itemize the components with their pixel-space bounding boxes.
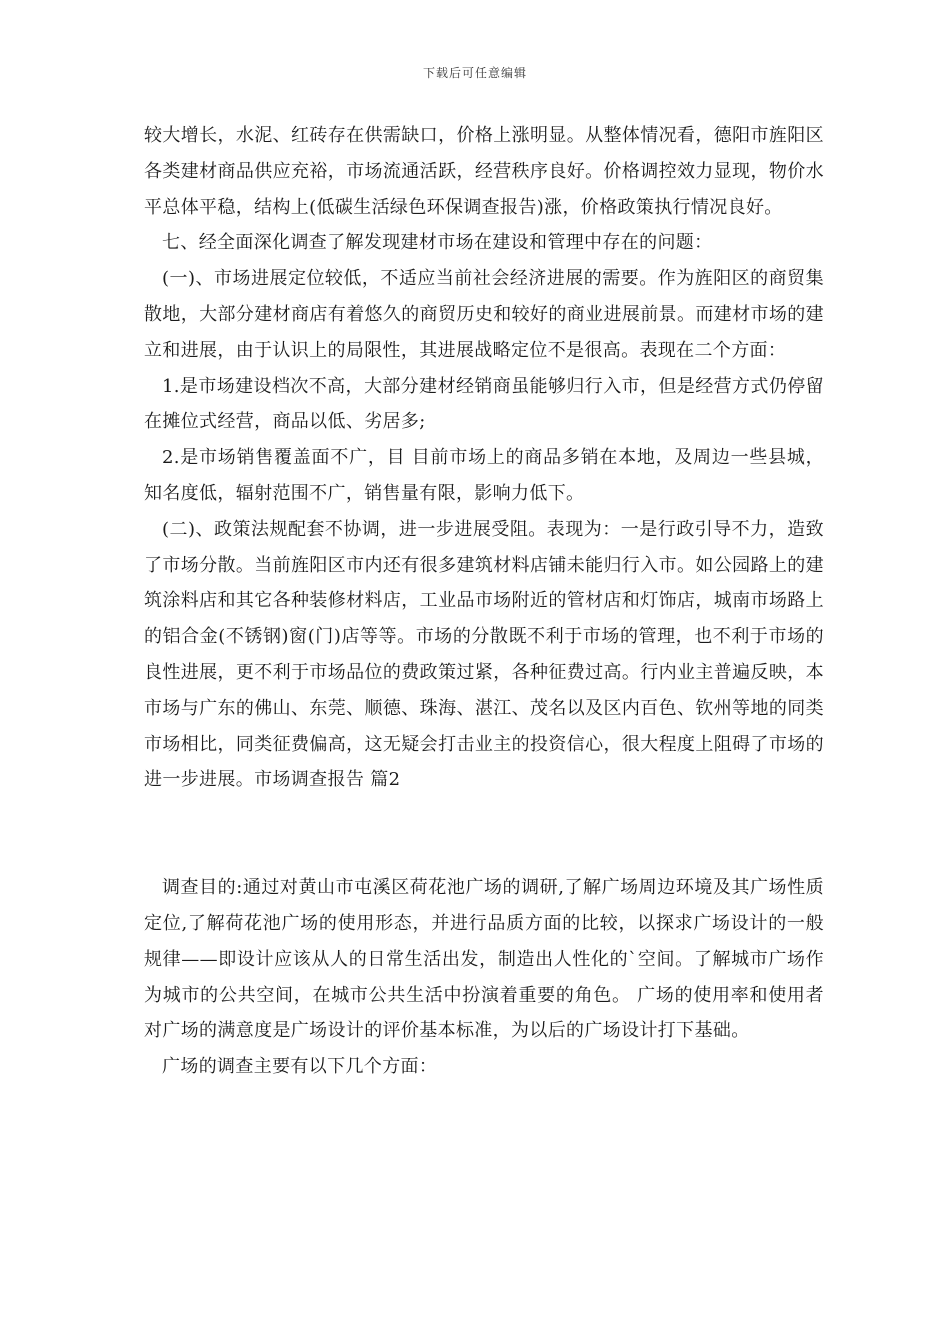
document-body	[144, 118, 824, 1085]
paragraph-supply-overview: 较大增长，水泥、红砖存在供需缺口，价格上涨明显。从整体情况看，德阳市旌阳区各类建材商品供应充裕，市场流通活跃，经营秩序良好。价格调控效力显现，物价水平总体平稳，结构上(低碳生活绿色环保调查报告)涨，价格政策执行情况良好。	[144, 125, 824, 218]
paragraph-point-2: 2.是市场销售覆盖面不广，目 目前市场上的商品多销在本地，及周边一些县城，知名度低，辐射范围不广，销售量有限，影响力低下。	[144, 447, 824, 504]
section-spacer	[144, 798, 824, 870]
paragraph-survey-aspects: 广场的调查主要有以下几个方面：	[162, 1056, 438, 1078]
paragraph-survey-purpose: 调查目的:通过对黄山市屯溪区荷花池广场的调研,了解广场周边环境及其广场性质定位,了解荷花池广场的使用形态，并进行品质方面的比较，以探求广场设计的一般规律——即设计应该从人的日常生活出发，制造出人性化的`空间。了解城市广场作为城市的公共空间，在城市公共生活中扮演着重要的角色。 广场的使用率和使用者对广场的满意度是广场设计的评价基本标准，为以后的广场设计打下基础。	[144, 877, 824, 1042]
page-header: 下载后可任意编辑	[422, 66, 527, 80]
paragraph-point-1: 1.是市场建设档次不高，大部分建材经销商虽能够归行入市，但是经营方式仍停留在摊位式经营，商品以低、劣居多;	[144, 375, 824, 433]
paragraph-positioning-issue: (一)、市场进展定位较低，不适应当前社会经济进展的需要。作为旌阳区的商贸集散地，大部分建材商店有着悠久的商贸历史和较好的商业进展前景。而建材市场的建立和进展，由于认识上的局限性，其进展战略定位不是很高。表现在二个方面：	[144, 268, 824, 361]
paragraph-policy-issue: (二)、政策法规配套不协调，进一步进展受阻。表现为：一是行政引导不力，造致了市场分散。当前旌阳区市内还有很多建筑材料店铺未能归行入市。如公园路上的建筑涂料店和其它各种装修材料店，工业品市场附近的管材店和灯饰店，城南市场路上的铝合金(不锈钢)窗(门)店等等。市场的分散既不利于市场的管理，也不利于市场的良性进展，更不利于市场品位的费政策过紧，各种征费过高。行内业主普遍反映，本市场与广东的佛山、东莞、顺德、珠海、湛江、茂名以及区内百色、钦州等地的同类市场相比，同类征费偏高，这无疑会打击业主的投资信心，很大程度上阻碍了市场的进一步进展。市场调查报告 篇2	[144, 518, 824, 791]
paragraph-section-seven-heading: 七、经全面深化调查了解发现建材市场在建设和管理中存在的问题：	[162, 232, 713, 254]
